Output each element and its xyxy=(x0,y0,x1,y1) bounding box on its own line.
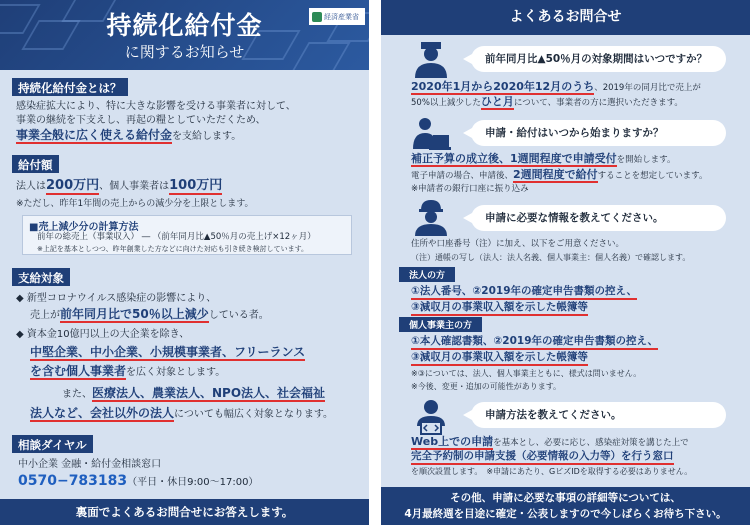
ministry-logo-text: 経済産業省 xyxy=(324,12,359,21)
faq-question-3: 申請に必要な情報を教えてください。 xyxy=(471,205,726,231)
eligibility-business-types: 中堅企業、中小企業、小規模事業者、フリーランス xyxy=(30,345,306,359)
amount-note: ※ただし、昨年1年間の売上からの減少分を上限とします。 xyxy=(16,199,254,209)
eligibility-other-tail: についても幅広く対象となります。 xyxy=(174,409,334,420)
overview-line-1: 感染症拡大により、特に大きな影響を受ける事業者に対して、 xyxy=(16,101,296,112)
faq-answer-2-payment-tail: することを想定しています。 xyxy=(597,171,708,181)
helpline-phone[interactable]: 0570−783183 xyxy=(18,473,128,489)
helpline-name: 中小企業 金融・給付金相談窓口 xyxy=(18,459,162,470)
helpline-hours: （平日・休日9:00～17:00） xyxy=(127,477,259,488)
section-header-amount: 給付額 xyxy=(12,155,59,173)
eligibility-bullet-1-line-2 xyxy=(30,307,269,323)
eligibility-individual-highlight: を含む個人事業者 xyxy=(30,364,127,378)
faq-answer-3-line-2: （注）通帳の写し（法人：法人名義、個人事業主：個人名義）で確認します。 xyxy=(411,253,691,262)
worker-helmet-icon xyxy=(411,198,451,236)
overview-line-3-tail: を支給します。 xyxy=(172,131,242,142)
calc-title: ■売上減少分の計算方法 xyxy=(29,222,139,233)
right-panel xyxy=(381,0,750,525)
amount-indiv-label: 、個人事業者は xyxy=(99,181,170,192)
eligibility-sales-tail: している者。 xyxy=(208,310,269,321)
ministry-logo xyxy=(309,8,365,25)
eligibility-other-lead: また、 xyxy=(62,389,92,400)
corp-docs-line-2: ③減収月の事業収入額を示した帳簿等 xyxy=(411,300,588,316)
right-footer xyxy=(381,487,750,525)
eligibility-individual-tail: を広く対象とします。 xyxy=(126,367,226,378)
section-header-eligibility: 支給対象 xyxy=(12,268,70,286)
section-header-overview: 持続化給付金とは？ xyxy=(12,78,128,96)
eligibility-sales-label: 売上が xyxy=(30,310,60,321)
faq-answer-1-tail: 、2019年の同月比で売上が xyxy=(594,83,701,93)
computer-user-icon xyxy=(411,115,451,153)
faq-answer-4-gbiz-note: ※申請にあたり、GビズIDを取得する必要はありません。 xyxy=(486,467,693,476)
docs-note-1: ※③については、法人、個人事業主ともに、様式は問いません。 xyxy=(411,369,642,378)
faq-answer-1-decrease: 50%以上減少した xyxy=(411,98,481,108)
left-footer: 裏面でよくあるお問合せにお答えします。 xyxy=(0,499,369,525)
indiv-docs-line-1: ①本人確認書類、②2019年の確定申告書類の控え、 xyxy=(411,334,658,350)
faq-question-1: 前年同月比▲50％月の対象期間はいつですか？ xyxy=(471,46,726,72)
faq-answer-4-setup: を順次設置します。 xyxy=(411,467,483,476)
faq-answer-4-web-tail: を基本とし、必要に応じ、感染症対策を講じた上で xyxy=(493,438,689,448)
eligibility-other-highlight-1: 医療法人、農業法人、NPO法人、社会福祉 xyxy=(92,386,326,400)
faq-answer-4-line-3 xyxy=(411,465,692,479)
page-title: 持続化給付金 xyxy=(106,11,263,40)
faq-answer-1-month: ひと月 xyxy=(480,95,514,108)
faq-question-4: 申請方法を教えてください。 xyxy=(471,402,726,428)
page-subtitle: に関するお知らせ xyxy=(124,43,245,61)
ministry-logo-icon xyxy=(312,12,322,22)
corp-docs-line-1: ①法人番号、②2019年の確定申告書類の控え、 xyxy=(411,284,637,300)
eligibility-other-line-1 xyxy=(30,386,325,402)
amount-line xyxy=(16,179,222,194)
faq-answer-2-line-2 xyxy=(411,168,708,183)
eligibility-bullet-2-line-3 xyxy=(30,364,225,380)
eligibility-bullet-1: ◆ 新型コロナウイルス感染症の影響により、 xyxy=(16,293,217,304)
faq-answer-2-note: ※申請者の銀行口座に振り込み xyxy=(411,184,529,194)
faq-answer-4-line-1 xyxy=(411,435,689,450)
staff-person-icon xyxy=(411,40,451,78)
faq-answer-1-period: 2020年1月から2020年12月のうち xyxy=(411,80,595,93)
web-person-icon xyxy=(411,398,451,436)
amount-corp-value: 200万円 xyxy=(46,178,100,193)
faq-question-2: 申請・給付はいつから始まりますか？ xyxy=(471,120,726,146)
overview-highlight: 事業全般に広く使える給付金 xyxy=(16,128,173,142)
tag-individual: 個人事業主の方 xyxy=(399,317,482,332)
faq-answer-1-line-2 xyxy=(411,95,683,110)
calc-formula: 前年の総売上（事業収入） ― （前年同月比▲50％月の売上げ×12ヶ月） xyxy=(37,232,316,242)
overview-line-2: 事業の継続を下支えし、再起の糧としていただくため、 xyxy=(16,115,266,126)
amount-indiv-value: 100万円 xyxy=(169,178,223,193)
amount-corp-label: 法人は xyxy=(16,181,46,192)
faq-answer-2-start: 補正予算の成立後、1週間程度で申請受付 xyxy=(411,152,617,165)
eligibility-other-highlight-2: 法人など、会社以外の法人 xyxy=(30,406,175,420)
eligibility-bullet-2: ◆ 資本金10億円以上の大企業を除き、 xyxy=(16,329,190,340)
eligibility-sales-highlight: 前年同月比で50％以上減少 xyxy=(60,307,209,321)
faq-answer-3-line-1: 住所や口座番号（注）に加え、以下をご用意ください。 xyxy=(411,239,625,249)
faq-answer-2-electronic: 電子申請の場合、申請後、 xyxy=(411,171,514,181)
calc-box xyxy=(22,215,352,255)
overview-line-3 xyxy=(16,128,241,144)
eligibility-other-line-2 xyxy=(30,406,333,422)
faq-answer-1-choice: について、事業者の方に選択いただきます。 xyxy=(513,98,683,108)
left-panel xyxy=(0,0,369,525)
faq-answer-1-line-1 xyxy=(411,80,701,95)
faq-answer-2-line-1 xyxy=(411,152,675,167)
faq-title: よくあるお問合せ xyxy=(381,0,750,35)
right-footer-line-2: 4月最終週を目途に確定・公表しますので今しばらくお待ち下さい。 xyxy=(404,508,727,520)
section-header-helpline: 相談ダイヤル xyxy=(12,435,93,453)
tag-corporation: 法人の方 xyxy=(399,267,455,282)
faq-answer-2-payment: 2週間程度で給付 xyxy=(513,168,598,181)
left-header xyxy=(0,0,369,70)
faq-answer-4-line-2: 完全予約制の申請支援（必要情報の入力等）を行う窓口 xyxy=(411,449,674,465)
faq-answer-4-web: Web上での申請 xyxy=(411,435,494,448)
helpline-line xyxy=(18,474,258,490)
indiv-docs-line-2: ③減収月の事業収入額を示した帳簿等 xyxy=(411,350,588,366)
faq-answer-2-start-tail: を開始します。 xyxy=(616,155,676,165)
calc-note: ※上記を基本としつつ、昨年創業した方などに向けた対応も引き続き検討しています。 xyxy=(37,245,309,253)
docs-note-2: ※今後、変更・追加の可能性があります。 xyxy=(411,382,562,391)
right-footer-line-1: その他、申請に必要な事項の詳細等については、 xyxy=(450,492,681,504)
